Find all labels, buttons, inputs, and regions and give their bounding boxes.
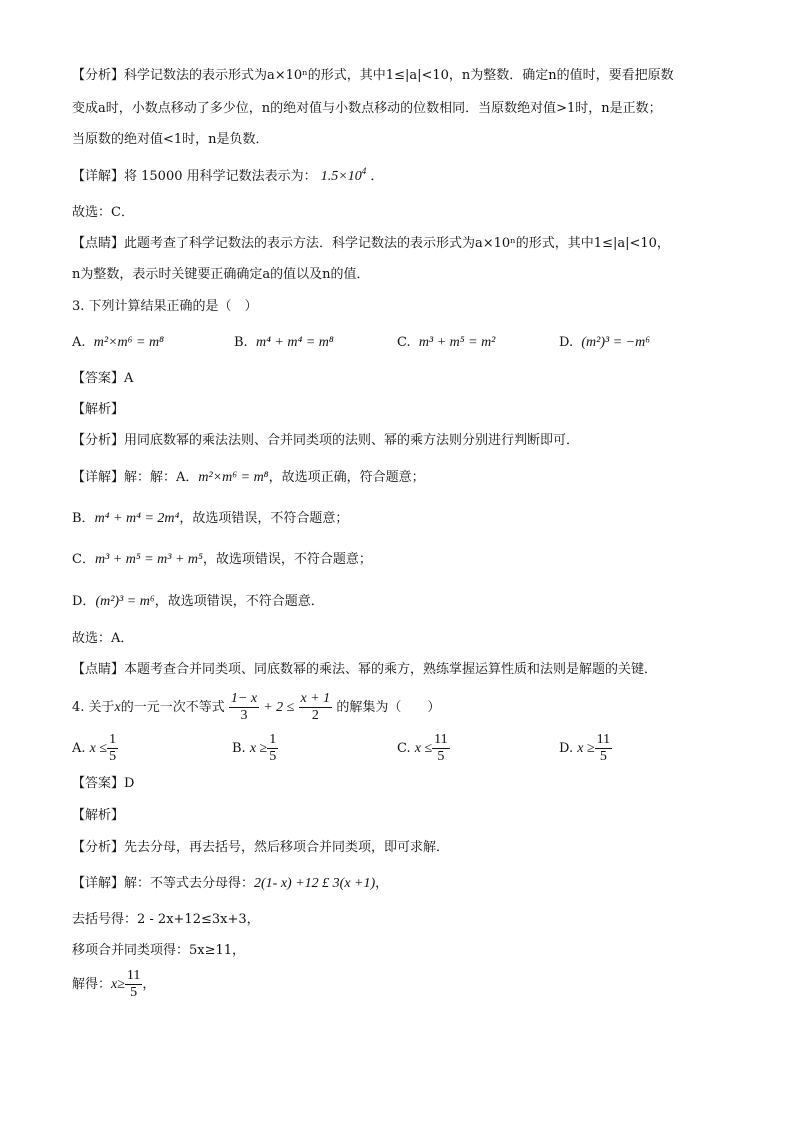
q3-stem: 3. 下列计算结果正确的是（ ）: [72, 299, 258, 314]
q3-detail-b: B．m⁴ + m⁴ = 2m⁴，故选项错误，不符合题意；: [72, 511, 349, 526]
q3-comment: 【点睛】本题考查合并同类项、同底数幂的乘法、幂的乘方，熟练掌握运算性质和法则是解题的关键．: [72, 662, 658, 677]
q4-options: [72, 731, 722, 767]
q4-fraction-2: $\frac{x + 1}{2}$: [300, 691, 331, 723]
q3-detail-c: C．m³ + m⁵ = m³ + m⁵，故选项错误，不符合题意；: [72, 552, 372, 567]
detail-line: [72, 167, 383, 187]
q4-answer: 【答案】D: [72, 776, 135, 791]
detail-suffix: ．: [370, 169, 384, 184]
comment-line-1: 【点睛】此题考查了科学记数法的表示方法．科学记数法的表示形式为a×10ⁿ的形式，其中1≤|a|<10，: [72, 236, 670, 251]
q4-detail: 【详解】解：不等式去分母得：2(1- x) +12 £ 3(x +1)，: [72, 876, 389, 891]
q4-step-2: 移项合并同类项得：5x≥11，: [72, 943, 246, 958]
q4-fenxi: 【分析】先去分母，再去括号，然后移项合并同类项，即可求解．: [72, 840, 450, 855]
comment-line-2: n为整数，表示时关键要正确确定a的值以及n的值．: [72, 267, 370, 282]
q4-fraction-1: $\frac{1- x}{3}$: [230, 691, 258, 723]
q4-option-a: A. x ≤ $\frac{1}{5}$: [72, 732, 117, 764]
q4-option-d: D. x ≥ $\frac{11}{5}$: [559, 732, 611, 764]
analysis-line-3: 当原数的绝对值<1时，n是负数．: [72, 132, 269, 147]
q4-analysis-title: 【解析】: [72, 808, 125, 823]
q4-option-b: B. x ≥ $\frac{1}{5}$: [232, 732, 277, 764]
analysis-line-2: 变成a时，小数点移动了多少位，n的绝对值与小数点移动的位数相同．当原数绝对值>1时，n是正数；: [72, 101, 662, 116]
scientific-notation: $1.5\times 10^4$: [320, 166, 367, 184]
analysis-line-1: 【分析】科学记数法的表示形式为a×10ⁿ的形式，其中1≤|a|<10，n为整数．确定n的值时，要看把原数: [72, 68, 674, 83]
q4-step-1: 去括号得：2 - 2x+12≤3x+3，: [72, 912, 260, 927]
q3-option-c: C. m³ + m⁵ = m²: [397, 335, 496, 350]
q3-answer: 【答案】A: [72, 371, 134, 386]
q3-options: [72, 333, 722, 353]
q3-analysis-title: 【解析】: [72, 402, 125, 417]
q3-option-d: D. (m²)³ = −m⁶: [559, 335, 651, 350]
q3-detail-d: D．(m²)³ = m⁶，故选项错误，不符合题意．: [72, 594, 324, 609]
choice-line: 故选：C．: [72, 205, 134, 220]
q4-option-c: C. x ≤ $\frac{11}{5}$: [397, 732, 448, 764]
q4-step-3: 解得：x≥ $\frac{11}{5}$ ，: [72, 968, 156, 1000]
q4-stem: 4. 关于x的一元一次不等式 $\frac{1- x}{3}$ + 2 ≤ $\frac{x + 1}{2}$ 的解集为（ ）: [72, 691, 441, 723]
detail-prefix: 【详解】将 15000 用科学记数法表示为：: [72, 169, 317, 184]
q3-fenxi: 【分析】用同底数幂的乘法法则、合并同类项的法则、幂的乘方法则分别进行判断即可．: [72, 433, 580, 448]
q3-choice: 故选：A．: [72, 631, 134, 646]
q3-detail-a: 【详解】解：解：A．m²×m⁶ = m⁸，故选项正确，符合题意；: [72, 470, 425, 485]
q3-option-b: B. m⁴ + m⁴ = m⁸: [234, 335, 334, 350]
q3-option-a: A. m²×m⁶ = m⁸: [72, 335, 164, 350]
